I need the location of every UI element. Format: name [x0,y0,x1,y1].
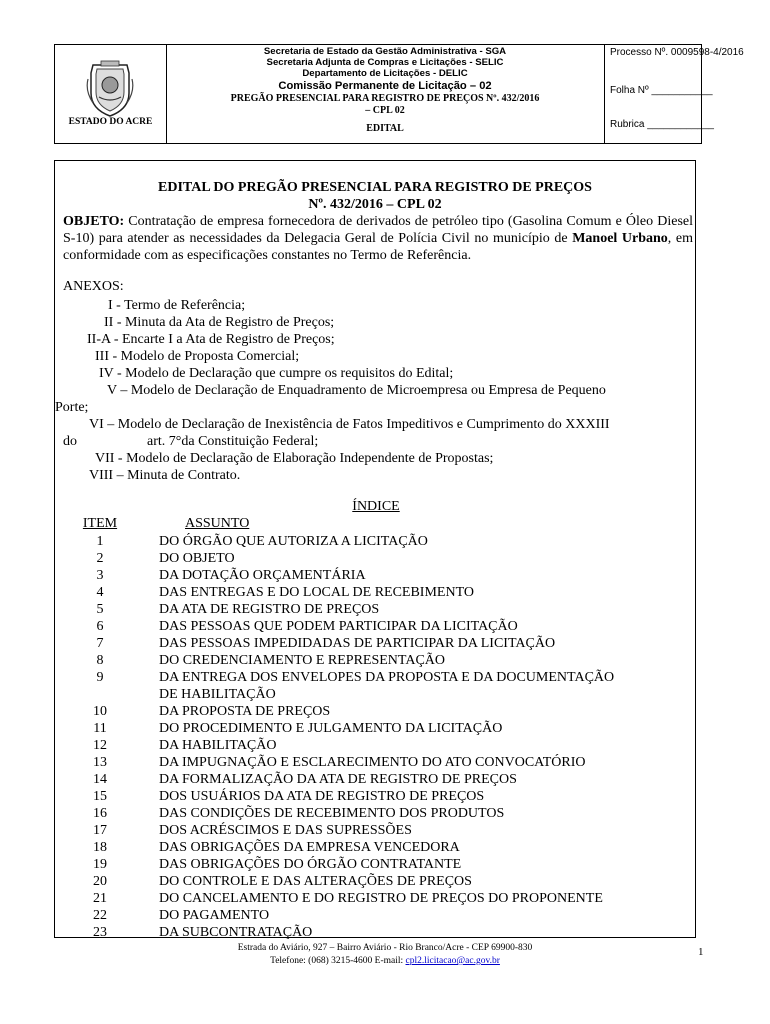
indice-row-num: 3 [96,568,104,583]
document-title [55,179,695,213]
anexos-label: ANEXOS: [63,279,124,294]
rubrica-field: Rubrica ____________ [610,119,714,130]
indice-row-text: DAS OBRIGAÇÕES DA EMPRESA VENCEDORA [159,840,460,855]
indice-row-text: DA PROPOSTA DE PREÇOS [159,704,331,719]
header-departamento: Departamento de Licitações - DELIC [302,68,468,79]
indice-row-text: DOS ACRÉSCIMOS E DAS SUPRESSÕES [159,823,412,838]
indice-row-text: DA FORMALIZAÇÃO DA ATA DE REGISTRO DE PREÇOS [159,772,517,787]
indice-row-text: DO CANCELAMENTO E DO REGISTRO DE PREÇOS DO PROPONENTE [159,891,603,906]
indice-row-num: 10 [93,704,107,719]
indice-row-num: 18 [93,840,107,855]
anexo-item: VI – Modelo de Declaração de Inexistência de Fatos Impeditivos e Cumprimento do XXXIII [89,417,610,432]
indice-row-text: DO OBJETO [159,551,235,566]
anexo-item: art. 7°da Constituição Federal; [147,434,319,449]
anexo-item: I - Termo de Referência; [108,298,246,313]
indice-row-text: DAS OBRIGAÇÕES DO ÓRGÃO CONTRATANTE [159,857,462,872]
anexo-item: II - Minuta da Ata de Registro de Preços; [104,315,335,330]
page-number: 1 [698,946,704,958]
indice-row-text: DE HABILITAÇÃO [159,687,276,702]
anexo-item: III - Modelo de Proposta Comercial; [95,349,300,364]
document-footer [0,942,770,968]
anexo-item: IV - Modelo de Declaração que cumpre os requisitos do Edital; [99,366,454,381]
anexo-item: II-A - Encarte I a Ata de Registro de Preços; [87,332,335,347]
indice-row-num: 11 [93,721,107,736]
indice-row-text: DAS PESSOAS IMPEDIDADAS DE PARTICIPAR DA LICITAÇÃO [159,636,556,651]
anexo-item: do [63,434,77,449]
indice-row-text: DA ATA DE REGISTRO DE PREÇOS [159,602,380,617]
indice-row-num: 6 [96,619,104,634]
indice-row-text: DAS PESSOAS QUE PODEM PARTICIPAR DA LICITAÇÃO [159,619,518,634]
indice-row-text: DAS ENTREGAS E DO LOCAL DE RECEBIMENTO [159,585,474,600]
indice-row-text: DA DOTAÇÃO ORÇAMENTÁRIA [159,568,366,583]
objeto-text-2: , em conformidade com as especificações constantes no Termo de Referência. [63,231,694,263]
header-edital: EDITAL [366,123,404,134]
anexo-item: Porte; [55,400,89,415]
indice-item-header: ITEM [82,516,118,531]
indice-row-num: 2 [96,551,104,566]
indice-row-text: DA ENTREGA DOS ENVELOPES DA PROPOSTA E DA DOCUMENTAÇÃO [159,670,615,685]
header-comissao: Comissão Permanente de Licitação – 02 [278,80,492,92]
footer-address: Estrada do Aviário, 927 – Bairro Aviário - Rio Branco/Acre - CEP 69900-830 [237,943,533,953]
title-line-1: EDITAL DO PREGÃO PRESENCIAL PARA REGISTRO DE PREÇOS [158,180,592,195]
footer-phone: Telefone: (068) 3215-4600 E-mail: [270,956,406,966]
indice-row-num: 14 [93,772,107,787]
objeto-place: Manoel Urbano [572,231,668,246]
indice-row-num: 19 [93,857,107,872]
indice-row-text: DA SUBCONTRATAÇÃO [159,925,313,940]
header-logo-cell [55,45,167,143]
header-process-cell [604,45,744,143]
indice-row-text: DO PAGAMENTO [159,908,270,923]
indice-row-num: 5 [96,602,104,617]
indice-row-num: 9 [96,670,104,685]
indice-row-text: DOS USUÁRIOS DA ATA DE REGISTRO DE PREÇOS [159,789,485,804]
indice-row-num: 12 [93,738,107,753]
indice-row-num: 7 [96,636,104,651]
indice-row-num: 13 [93,755,107,770]
indice-assunto-header: ASSUNTO [185,516,250,531]
edital-body [54,160,696,938]
objeto-text-1: Contratação de empresa fornecedora de derivados de petróleo tipo (Gasolina Comum e Óleo Diesel S-10) para atender as necessidades da Delegacia Geral de Polícia Civil no município de [63,214,693,246]
indice-row-num: 16 [93,806,107,821]
header-secretaria-adjunta: Secretaria Adjunta de Compras e Licitações - SELIC [266,57,504,68]
state-label: ESTADO DO ACRE [68,117,153,127]
indice-row-num: 4 [96,585,104,600]
header-secretaria: Secretaria de Estado da Gestão Administrativa - SGA [263,46,507,57]
footer-email-link[interactable]: cpl2.licitacao@ac.gov.br [405,956,500,966]
header-pregao: PREGÃO PRESENCIAL PARA REGISTRO DE PREÇOS Nº. 432/2016 [230,93,540,104]
header-title-cell [166,45,605,143]
indice-row-num: 1 [96,534,104,549]
indice-row-text: DA IMPUGNAÇÃO E ESCLARECIMENTO DO ATO CONVOCATÓRIO [159,755,586,770]
indice-row-num: 22 [93,908,107,923]
anexo-item: VIII – Minuta de Contrato. [89,468,241,483]
indice-row-text: DA HABILITAÇÃO [159,738,277,753]
indice-row-num: 23 [93,925,107,940]
indice-row-text: DO CREDENCIAMENTO E REPRESENTAÇÃO [159,653,446,668]
document-header [54,44,744,144]
objeto-label: OBJETO: [63,214,125,229]
indice-row-num: 17 [93,823,107,838]
indice-row-text: DO CONTROLE E DAS ALTERAÇÕES DE PREÇOS [159,874,472,889]
indice-row-text: DO ÓRGÃO QUE AUTORIZA A LICITAÇÃO [159,534,428,549]
indice-row-num: 8 [96,653,104,668]
folha-field: Folha Nº ___________ [610,85,713,96]
indice-row-num: 15 [93,789,107,804]
header-cpl: – CPL 02 [365,105,405,116]
objeto-paragraph [63,213,693,264]
state-seal-icon [85,59,135,119]
indice-row-num: 21 [93,891,107,906]
anexo-item: V – Modelo de Declaração de Enquadramento de Microempresa ou Empresa de Pequeno [107,383,606,398]
indice-row-num: 20 [93,874,107,889]
footer-contact [0,955,770,968]
indice-title: ÍNDICE [352,499,400,514]
process-number: Processo Nº. 0009598-4/2016 [610,47,744,58]
anexo-item: VII - Modelo de Declaração de Elaboração Independente de Propostas; [95,451,494,466]
title-line-2: Nº. 432/2016 – CPL 02 [308,197,442,212]
indice-row-text: DAS CONDIÇÕES DE RECEBIMENTO DOS PRODUTOS [159,806,505,821]
indice-row-text: DO PROCEDIMENTO E JULGAMENTO DA LICITAÇÃO [159,721,503,736]
